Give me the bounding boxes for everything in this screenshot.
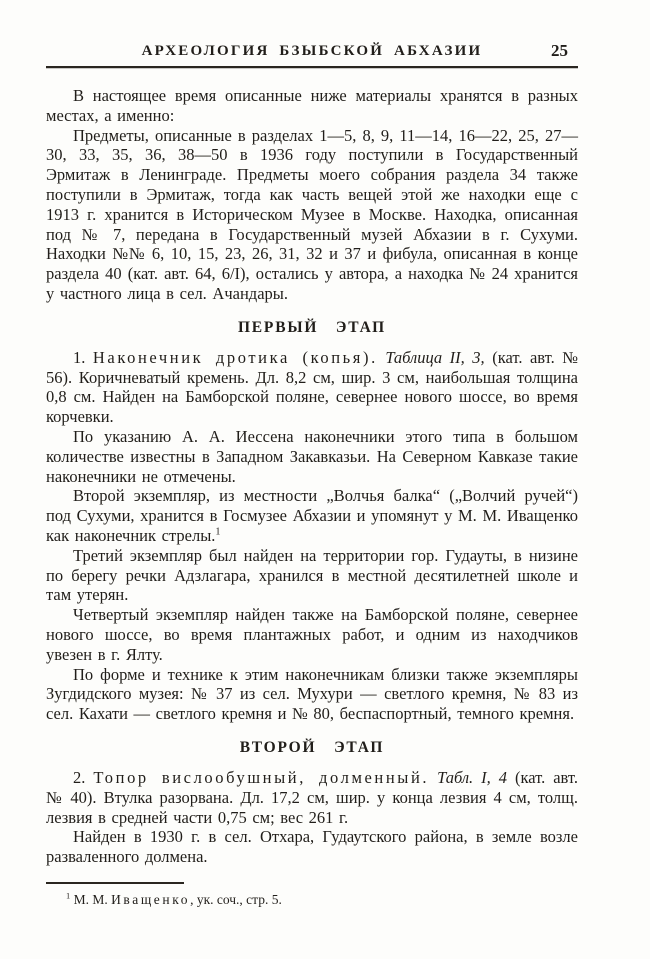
paragraph-third-specimen: Третий экземпляр был найден на территории гор. Гудауты, в низине по берегу речки Адзлагара, хранился в местной десятилетней школе и там утерян. (46, 545, 578, 605)
paragraph-second-specimen: Второй экземпляр, из местности „Волчья балка“ („Волчий ручей“) под Сухуми, хранится в Госмузее Абхазии и упомянут у М. М. Иващенко как наконечник стрелы.$^1$ (46, 486, 578, 545)
header-rule (46, 66, 578, 69)
section-heading-first-stage: ПЕРВЫЙ ЭТАП (237, 318, 387, 336)
section-heading-second-stage: ВТОРОЙ ЭТАП (239, 738, 385, 756)
paragraph-axe-findspot: Найден в 1930 г. в сел. Отхара, Гудаутского района, в земле возле разваленного долмена. (46, 827, 578, 867)
running-header (46, 42, 578, 64)
paragraph-iessen-note: По указанию А. А. Иессена наконечники этого типа в большом количестве известны в Западном Закавказьи. На Северном Кавказе такие наконечники не отмечены. (46, 426, 578, 486)
paragraph-storage-details: Предметы, описанные в разделах 1—5, 8, 9, 11—14, 16—22, 25, 27—30, 33, 35, 36, 38—50 в 1936 году поступили в Государственный Эрмитаж в Ленинграде. Предметы моего собрания раздела 34 также поступили в Эрмитаж, тогда как часть вещей этой же находки еще с 1913 г. хранится в Историческом Музее в Москве. Находка, описанная под № 7, передана в Государственный музей Абхазии в г. Сухуми. Находки №№ 6, 10, 15, 23, 26, 31, 32 и 37 и фибула, описанная в конце раздела 40 (кат. авт. 64, 6/I), остались у автора, а находка № 24 хранится у частного лица в сел. Ачандары. (46, 125, 578, 303)
footnote-rule (46, 882, 184, 884)
footnote-area (46, 882, 578, 908)
header-title: АРХЕОЛОГИЯ БЗЫБСКОЙ АБХАЗИИ (141, 43, 483, 59)
page-body (46, 86, 578, 867)
paragraph-item-1-dart-point: 1. Наконечник дротика (копья). Таблица II, 3, (кат. авт. № 56). Коричневатый кремень. Дл. 8,2 см, шир. 3 см, наибольшая толщина 0,8 см. Найден на Бамборской поляне, севернее нового шоссе, во время корчевки. (46, 347, 579, 427)
paragraph-fourth-specimen: Четвертый экземпляр найден также на Бамборской поляне, севернее нового шоссе, во время плантажных работ, и одним из находчиков увезен в г. Ялту. (46, 605, 578, 664)
paragraph-item-2-axe: 2. Топор вислообушный, долменный. Табл. I, 4 (кат. авт. № 40). Втулка разорвана. Дл. 17,2 см, шир. у конца лезвия 4 см, толщ. лезвия в средней части 0,75 см; вес 261 г. (46, 767, 579, 827)
paragraph-storage-intro: В настоящее время описанные ниже материалы хранятся в разных местах, а именно: (46, 86, 578, 125)
page-number: 25 (551, 41, 568, 60)
footnote-text: $^1$ М. М. Иващенко, ук. соч., стр. 5. (66, 891, 282, 907)
paragraph-zugdidi-museum: По форме и технике к этим наконечникам близки также экземпляры Зугдидского музея: № 37 из сел. Мухури — светлого кремня, № 83 из сел. Кахати — светлого кремня и № 80, беспаспортный, темного кремня. (46, 664, 578, 724)
